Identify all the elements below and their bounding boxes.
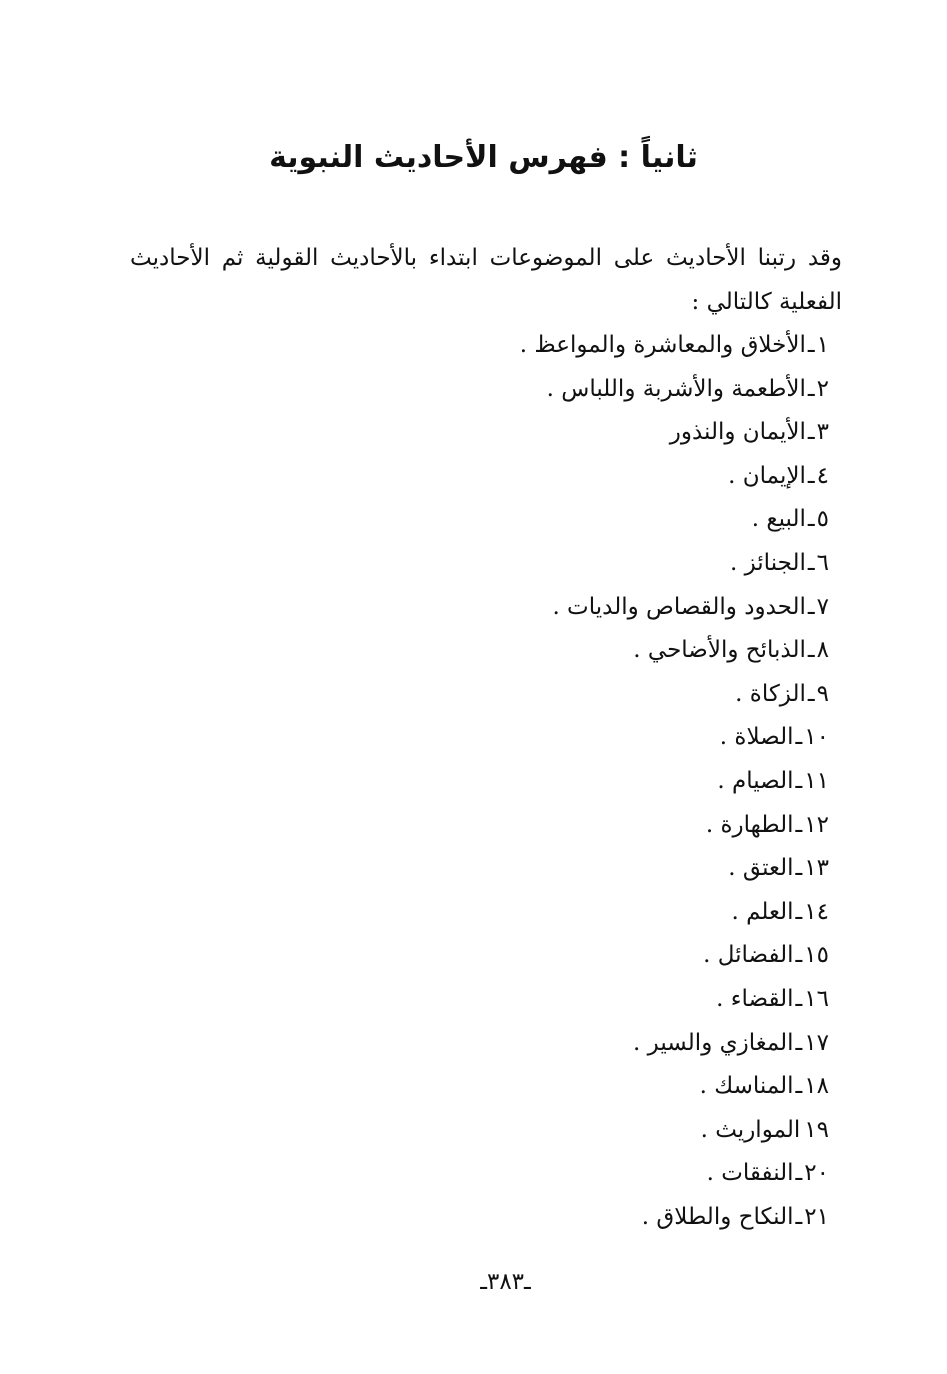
list-item-number: ٣ <box>816 419 829 446</box>
list-item-text: العتق . <box>728 855 794 882</box>
list-item-text: الزكاة . <box>735 680 806 707</box>
topic-list <box>229 324 829 1239</box>
list-item-separator: ـ <box>795 1073 803 1100</box>
list-item <box>229 1109 829 1153</box>
list-item-number: ٥ <box>816 506 829 533</box>
list-item <box>229 978 829 1022</box>
list-item-separator: ـ <box>795 811 803 838</box>
list-item-separator: ـ <box>795 898 803 925</box>
list-item-text: العلم . <box>731 898 794 925</box>
list-item-text: الأخلاق والمعاشرة والمواعظ . <box>519 332 806 358</box>
list-item-number: ١٦ <box>804 985 829 1012</box>
list-item-separator: ـ <box>795 767 803 794</box>
list-item-number: ٩ <box>816 680 829 707</box>
list-item-separator: ـ <box>795 985 803 1012</box>
list-item <box>229 629 829 673</box>
list-item-text: المغازي والسير . <box>633 1029 794 1056</box>
list-item-separator: ـ <box>807 680 815 707</box>
list-item-text: الصلاة . <box>719 724 794 751</box>
list-item-separator: ـ <box>807 332 815 358</box>
list-item-text: النفقات . <box>706 1160 794 1187</box>
list-item-number: ٦ <box>816 549 829 576</box>
list-item-number: ٢٠ <box>804 1160 829 1187</box>
list-item <box>229 760 829 804</box>
list-item <box>229 586 829 630</box>
list-item-text: المواريث . <box>700 1116 801 1143</box>
list-item <box>229 804 829 848</box>
list-item-separator: ـ <box>807 506 815 533</box>
list-item <box>229 1196 829 1240</box>
list-item-separator: ـ <box>807 593 815 620</box>
list-item-number: ١٠ <box>804 724 829 751</box>
list-item-text: الجنائز . <box>729 549 806 576</box>
list-item-text: الفضائل . <box>703 942 794 969</box>
list-item-number: ١١ <box>804 767 829 794</box>
list-item-number: ١٨ <box>804 1073 829 1100</box>
list-item-separator: ـ <box>795 1203 803 1230</box>
list-item <box>229 1065 829 1109</box>
list-item-text: الأيمان والنذور <box>669 419 806 446</box>
list-item-text: النكاح والطلاق . <box>641 1203 794 1230</box>
list-item-text: الحدود والقصاص والديات . <box>552 593 806 620</box>
list-item-separator: ـ <box>795 1160 803 1187</box>
list-item-separator: ـ <box>795 942 803 969</box>
list-item-number: ٢١ <box>804 1203 829 1230</box>
list-item-number: ١٥ <box>804 942 829 969</box>
list-item-separator: ـ <box>795 724 803 751</box>
list-item-separator: ـ <box>795 1029 803 1056</box>
list-item-text: الذبائح والأضاحي . <box>633 637 806 664</box>
list-item-text: البيع . <box>751 506 806 533</box>
list-item <box>229 324 829 368</box>
list-item-text: الأطعمة والأشربة واللباس . <box>546 375 806 402</box>
list-item-separator: ـ <box>807 637 815 664</box>
page-number: ـ٣٨٣ـ <box>480 1269 531 1295</box>
list-item-separator: ـ <box>807 375 815 402</box>
list-item <box>229 847 829 891</box>
list-item-text: الإيمان . <box>728 462 806 489</box>
list-item <box>229 498 829 542</box>
list-item-number: ٧ <box>816 593 829 620</box>
list-item <box>229 673 829 717</box>
list-item-number: ١٧ <box>804 1029 829 1056</box>
list-item-number: ١٣ <box>804 855 829 882</box>
list-item-number: ٤ <box>816 462 829 489</box>
list-item <box>229 368 829 412</box>
list-item <box>229 891 829 935</box>
list-item <box>229 1152 829 1196</box>
list-item-number: ٢ <box>816 375 829 402</box>
list-item <box>229 934 829 978</box>
list-item-text: المناسك . <box>699 1073 794 1100</box>
list-item <box>229 716 829 760</box>
list-item-separator: ـ <box>795 855 803 882</box>
list-item <box>229 1022 829 1066</box>
list-item-separator: ـ <box>807 419 815 446</box>
list-item-number: ١٤ <box>804 898 829 925</box>
list-item-separator: ـ <box>807 462 815 489</box>
list-item <box>229 411 829 455</box>
list-item-number: ١ <box>816 332 829 358</box>
list-item-text: القضاء . <box>716 985 794 1012</box>
list-item-separator: ـ <box>807 549 815 576</box>
list-item-text: الطهارة . <box>705 811 794 838</box>
list-item-text: الصيام . <box>717 767 794 794</box>
list-item <box>229 455 829 499</box>
page-title: ثانياً : فهرس الأحاديث النبوية <box>269 140 698 175</box>
list-item-number: ١٢ <box>804 811 829 838</box>
list-item <box>229 542 829 586</box>
intro-paragraph: وقد رتبنا الأحاديث على الموضوعات ابتداء بالأحاديث القولية ثم الأحاديث الفعلية كالتالي : <box>130 245 842 315</box>
list-item-number: ٨ <box>816 637 829 664</box>
list-item-number: ١٩ <box>804 1116 829 1143</box>
